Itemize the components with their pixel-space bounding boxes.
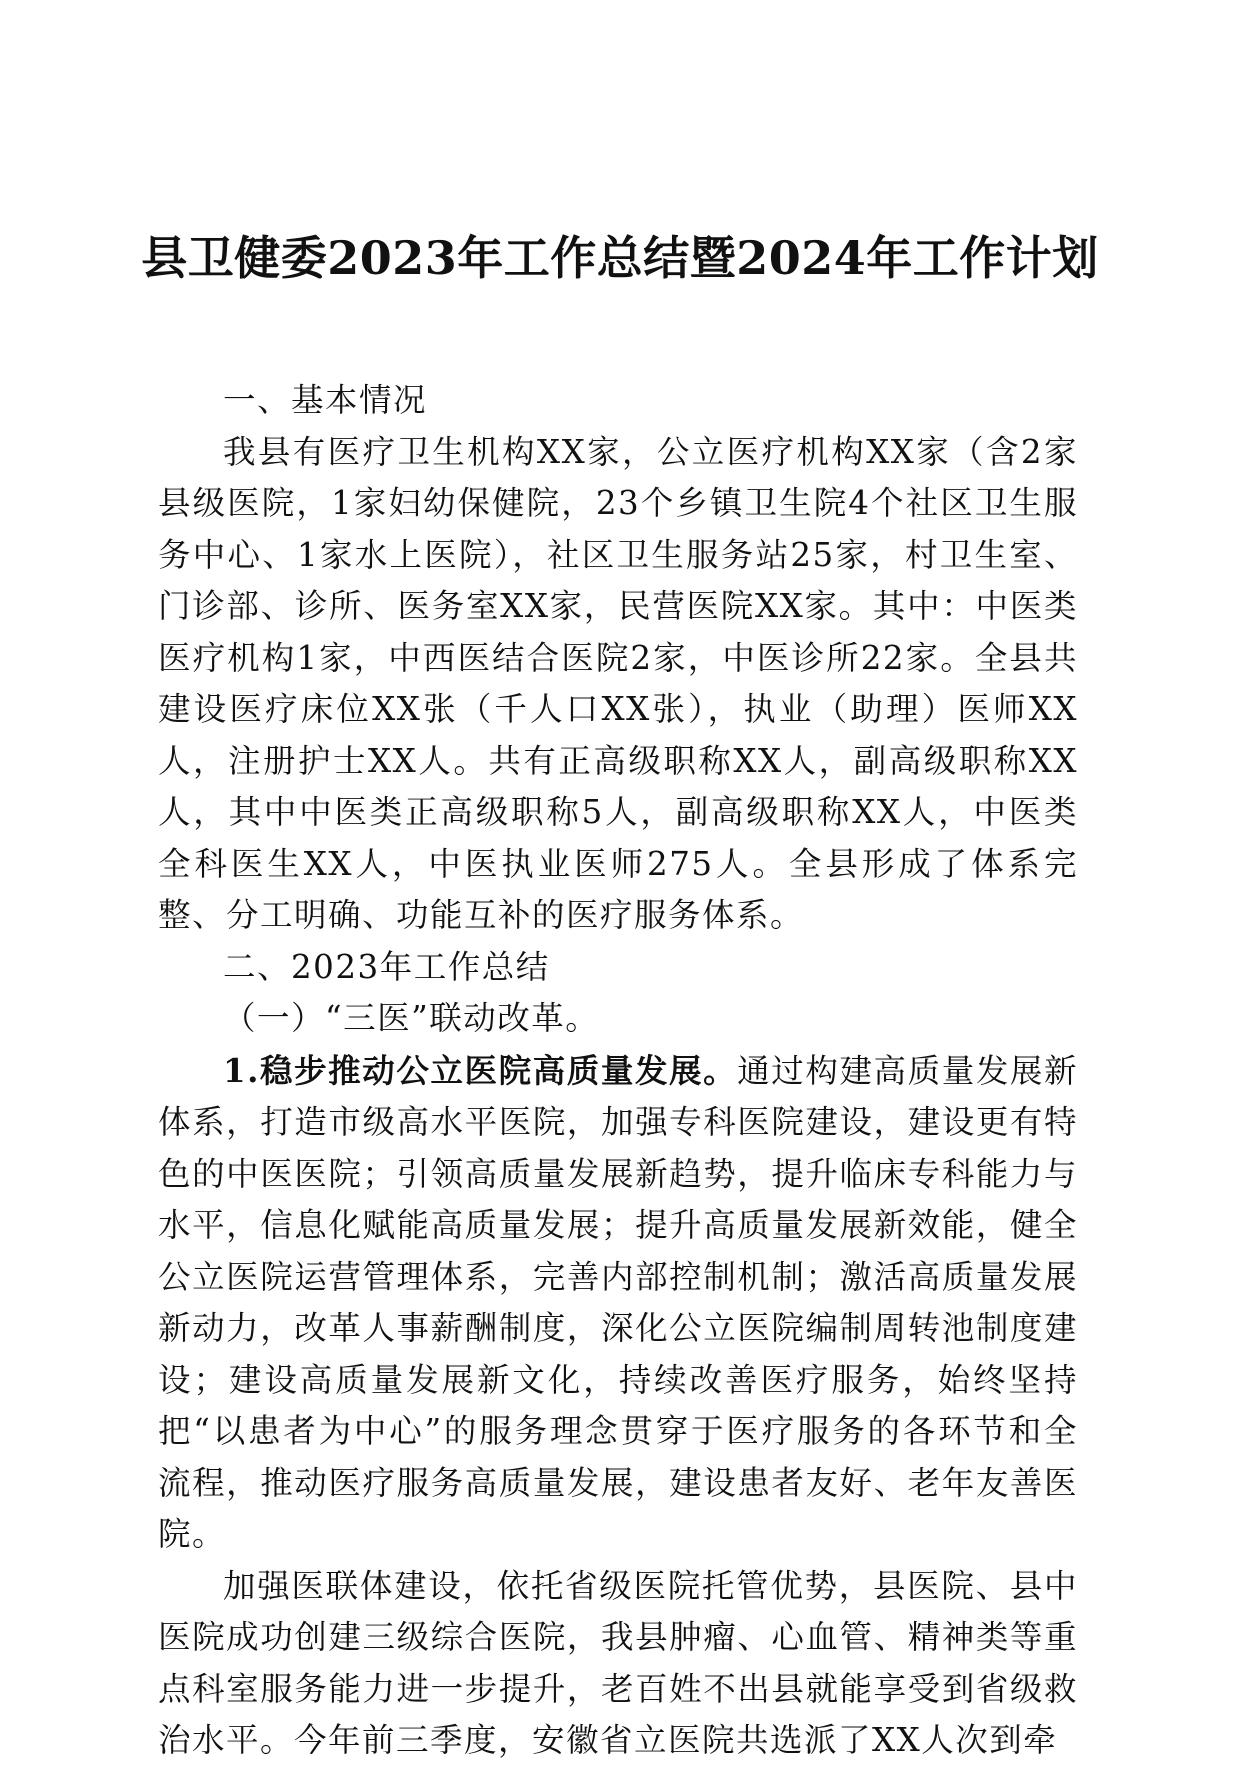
paragraph-item-1: [158, 1045, 1078, 1561]
subsection-heading-reform: （一）“三医”联动改革。: [223, 999, 600, 1037]
document-body: [158, 375, 1078, 1767]
paragraph-basic-situation: 我县有医疗卫生机构XX家，公立医疗机构XX家（含2家县级医院，1家妇幼保健院，23个乡镇卫生院4个社区卫生服务中心、1家水上医院），社区卫生服务站25家，村卫生室、门诊部、诊所、医务室XX家，民营医院XX家。其中：中医类医疗机构1家，中西医结合医院2家，中医诊所22家。全县共建设医疗床位XX张（千人口XX张），执业（助理）医师XX人，注册护士XX人。共有正高级职称XX人，副高级职称XX人，其中中医类正高级职称5人，副高级职称XX人，中医类全科医生XX人，中医执业医师275人。全县形成了体系完整、分工明确、功能互补的医疗服务体系。: [158, 432, 1078, 934]
item-1-lead: 1.稳步推动公立医院高质量发展。: [223, 1050, 738, 1090]
paragraph-medical-alliance: 加强医联体建设，依托省级医院托管优势，县医院、县中医院成功创建三级综合医院，我县肿瘤、心血管、精神类等重点科室服务能力进一步提升，老百姓不出县就能享受到省级救治水平。今年前三季度，安徽省立医院共选派了XX人次到牵: [158, 1566, 1078, 1759]
section-heading-summary: 二、2023年工作总结: [223, 947, 550, 986]
item-1-text: 通过构建高质量发展新体系，打造市级高水平医院，加强专科医院建设，建设更有特色的中医医院；引领高质量发展新趋势，提升临床专科能力与水平，信息化赋能高质量发展；提升高质量发展新效能，健全公立医院运营管理体系，完善内部控制机制；激活高质量发展新动力，改革人事薪酬制度，深化公立医院编制周转池制度建设；建设高质量发展新文化，持续改善医疗服务，始终坚持把“以患者为中心”的服务理念贯穿于医疗服务的各环节和全流程，推动医疗服务高质量发展，建设患者友好、老年友善医院。: [158, 1051, 1078, 1553]
section-heading-basic: 一、基本情况: [223, 381, 428, 419]
document-title: 县卫健委2023年工作总结暨2024年工作计划: [141, 231, 1099, 285]
